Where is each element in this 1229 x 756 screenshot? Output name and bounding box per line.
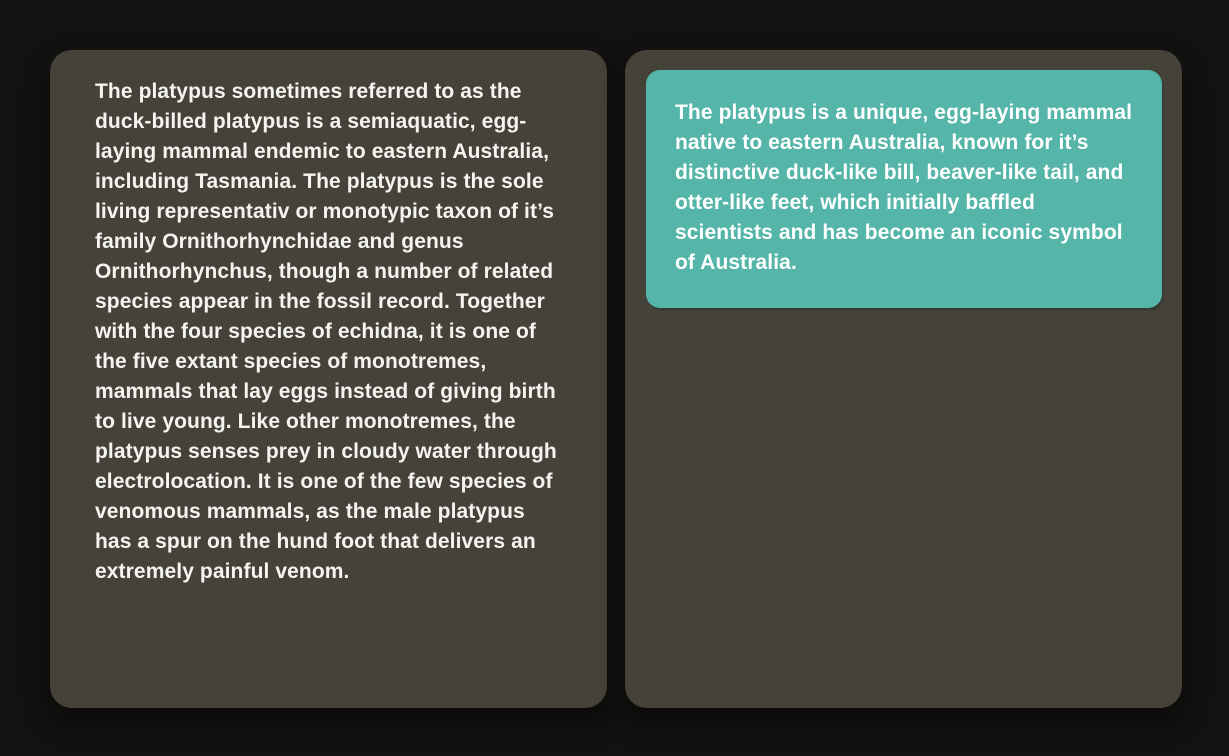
source-text-panel — [50, 50, 607, 708]
summary-card — [646, 70, 1162, 308]
summary-panel — [625, 50, 1182, 708]
source-text: The platypus sometimes referred to as the duck-billed platypus is a semiaquatic, egg-laying mammal endemic to eastern Australia, including Tasmania. The platypus is the sole living representativ or monotypic taxon of it’s family Ornithorhynchidae and genus Ornithorhynchus, though a number of related species appear in the fossil record. Together with the four species of echidna, it is one of the five extant species of monotremes, mammals that lay eggs instead of giving birth to live young. Like other monotremes, the platypus senses prey in cloudy water through electrolocation. It is one of the few species of venomous mammals, as the male platypus has a spur on the hund foot that delivers an extremely painful venom. — [95, 80, 557, 583]
summary-text: The platypus is a unique, egg-laying mammal native to eastern Australia, known for it’s distinctive duck-like bill, beaver-like tail, and otter-like feet, which initially baffled scientists and has become an iconic symbol of Australia. — [675, 101, 1133, 274]
